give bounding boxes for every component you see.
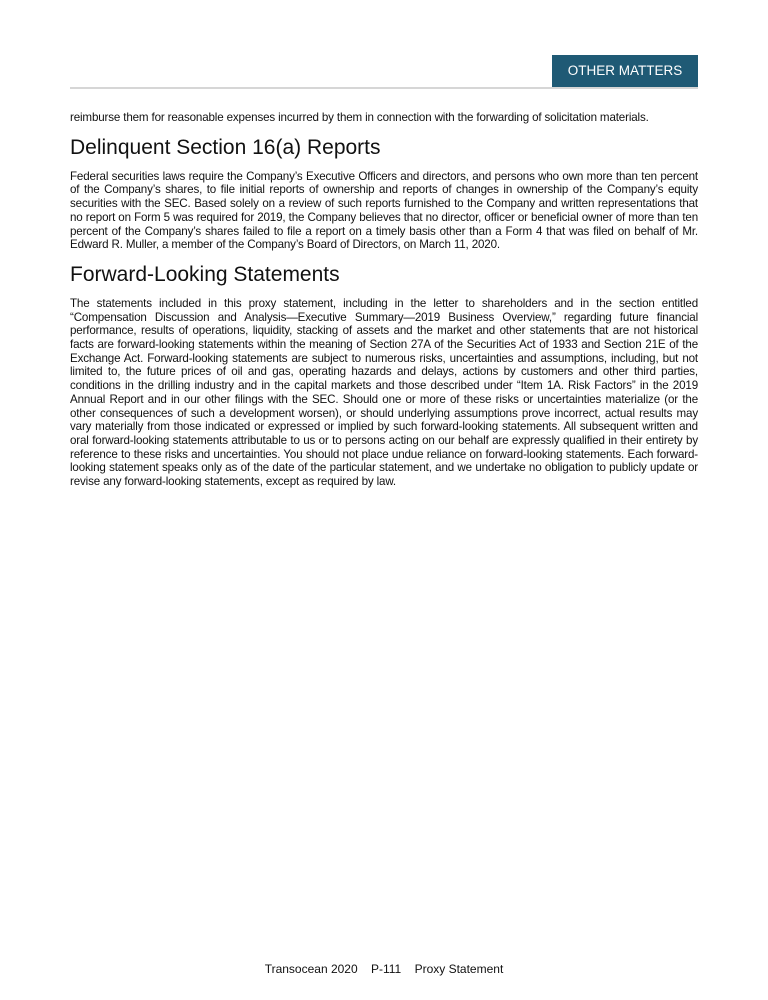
page-footer: [0, 962, 768, 976]
page-content: [70, 111, 698, 499]
section-heading-forward-looking: Forward-Looking Statements: [70, 262, 340, 286]
intro-paragraph: reimburse them for reasonable expenses incurred by them in connection with the forwarding of solicitation materials.: [70, 111, 649, 124]
footer-doc-title: Proxy Statement: [414, 962, 504, 976]
footer-page-number: P-111: [370, 962, 402, 976]
forward-looking-paragraph: The statements included in this proxy statement, including in the letter to shareholders and in the section entitled “Compensation Discussion and Analysis—Executive Summary—2019 Business Overview,” regarding future financial performance, results of operations, liquidity, stacking of assets and the market and other statements that are not historical facts are forward-looking statements within the meaning of Section 27A of the Securities Act of 1933 and Section 21E of the Exchange Act. Forward-looking statements are subject to numerous risks, uncertainties and assumptions, including, but not limited to, the future prices of oil and gas, operating hazards and delays, actions by customers and other third parties, conditions in the drilling industry and in the capital markets and those described under “Item 1A. Risk Factors” in the 2019 Annual Report and in our other filings with the SEC. Should one or more of these risks or uncertainties materialize (or the other consequences of such a development worsen), or should underlying assumptions prove incorrect, actual results may vary materially from those indicated or expressed or implied by such forward-looking statements. All subsequent written and oral forward-looking statements attributable to us or to persons acting on our behalf are expressly qualified in their entirety by reference to these risks and uncertainties. You should not place undue reliance on forward-looking statements. Each forward-looking statement speaks only as of the date of the particular statement, and we undertake no obligation to publicly update or revise any forward-looking statements, except as required by law.: [70, 296, 698, 489]
section-heading-delinquent-reports: Delinquent Section 16(a) Reports: [70, 135, 381, 159]
header-divider: [70, 87, 698, 89]
delinquent-reports-paragraph: Federal securities laws require the Company’s Executive Officers and directors, and persons who own more than ten percent of the Company’s shares, to file initial reports of ownership and reports of changes in ownership of the Company’s equity securities with the SEC. Based solely on a review of such reports furnished to the Company and written representations that no report on Form 5 was required for 2019, the Company believes that no director, officer or beneficial owner of more than ten percent of the Company’s shares failed to file a report on a timely basis other than a Form 4 that was filed on behalf of Mr. Edward R. Muller, a member of the Company’s Board of Directors, on March 11, 2020.: [70, 169, 698, 252]
section-label: OTHER MATTERS: [552, 55, 698, 87]
footer-company: Transocean 2020: [264, 962, 358, 976]
